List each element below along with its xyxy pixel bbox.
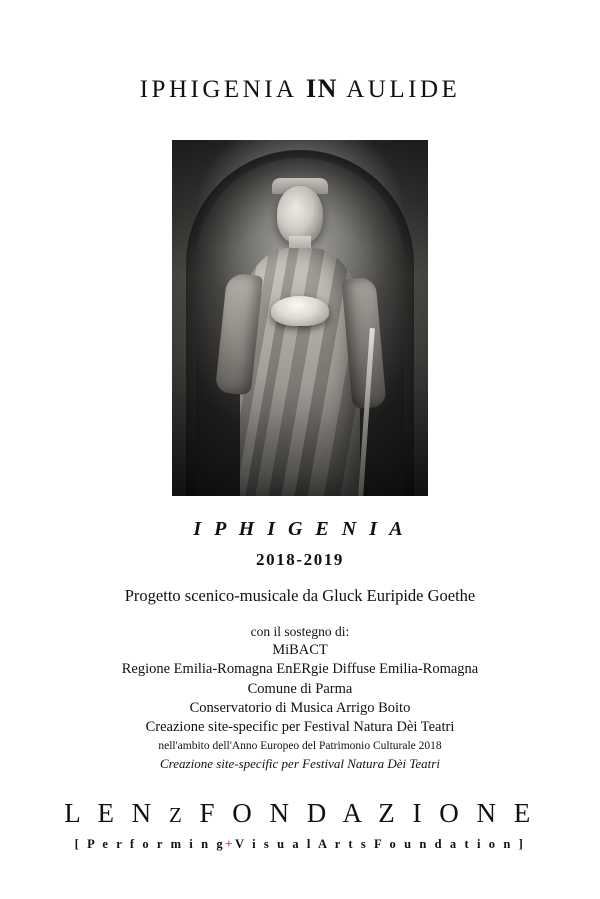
tagline-close: V i s u a l A r t s F o u n d a t i o n ] bbox=[234, 836, 526, 851]
support-block bbox=[122, 623, 479, 772]
season-years: 2018-2019 bbox=[255, 550, 345, 569]
title-part-in: IN bbox=[305, 74, 338, 103]
statue-figure bbox=[225, 178, 375, 496]
support-item: Creazione site-specific per Festival Natura Dèi Teatri bbox=[145, 719, 455, 736]
support-item: Regione Emilia-Romagna EnERgie Diffuse Emilia-Romagna bbox=[121, 661, 479, 678]
brand-name bbox=[64, 798, 536, 829]
brand-part-two: F O N D A Z I O N E bbox=[187, 797, 536, 828]
brand-part-one: L E N bbox=[64, 797, 169, 828]
subtitle: I P H I G E N I A bbox=[193, 518, 407, 540]
title-part-one: IPHIGENIA bbox=[139, 76, 306, 103]
brand-letter-z: Z bbox=[168, 802, 188, 827]
tagline-plus-icon: + bbox=[225, 836, 235, 851]
title-part-three: AULIDE bbox=[337, 76, 461, 103]
support-item: Comune di Parma bbox=[247, 680, 353, 697]
support-item: Conservatorio di Musica Arrigo Boito bbox=[189, 699, 411, 716]
poster-photo bbox=[172, 140, 428, 496]
support-item: MiBACT bbox=[272, 641, 328, 658]
project-description: Progetto scenico-musicale da Gluck Euripide Goethe bbox=[124, 586, 476, 605]
poster-image bbox=[172, 140, 428, 496]
statue-bowl bbox=[271, 296, 329, 326]
tagline-open: [ P e r f o r m i n g bbox=[74, 836, 226, 851]
support-note: nell'ambito dell'Anno Europeo del Patrimonio Culturale 2018 bbox=[158, 740, 442, 753]
footer bbox=[64, 798, 536, 852]
support-note-italic: Creazione site-specific per Festival Natura Dèi Teatri bbox=[160, 755, 440, 771]
brand-tagline bbox=[64, 837, 536, 852]
page-title bbox=[140, 76, 461, 102]
support-lead: con il sostegno di: bbox=[250, 624, 350, 639]
